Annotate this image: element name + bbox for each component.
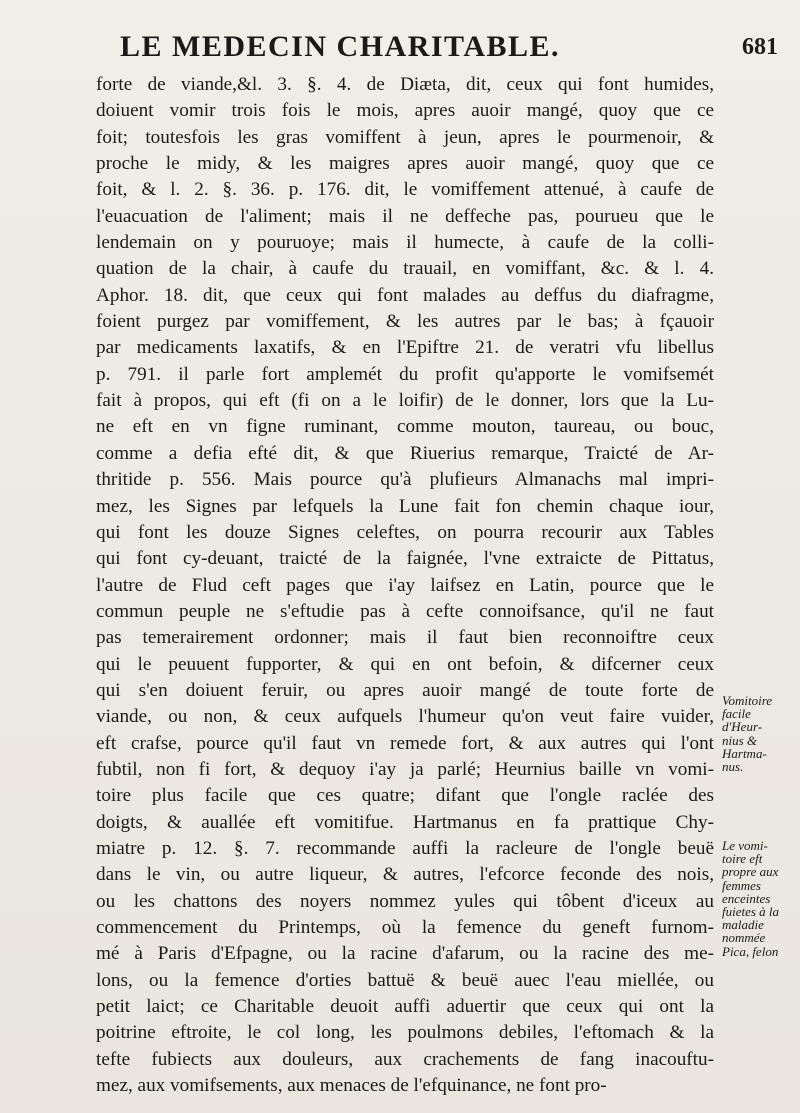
margin-note-line: fuietes à la — [722, 904, 780, 920]
text-line: qui font les douze Signes celeftes, on pourra recourir aux Tables — [96, 521, 714, 543]
text-line: commun peuple ne s'eftudie pas à cefte connoifsance, qu'il ne faut — [96, 600, 714, 622]
text-line: par medicaments laxatifs, & en l'Epiftre 21. de veratri vfu libellus — [96, 337, 714, 359]
text-line: l'autre de Flud ceft pages que i'ay laifsez en Latin, pource que le — [96, 574, 714, 596]
text-line: qui s'en doiuent feruir, ou apres auoir mangé de toute forte de — [96, 679, 714, 701]
text-line: miatre p. 12. §. 7. recommande auffi la racleure de l'ongle beuë — [96, 837, 714, 859]
running-title: LE MEDECIN CHARITABLE. — [120, 30, 561, 63]
text-line: mez, les Signes par lefquels la Lune fait fon chemin chaque iour, — [96, 495, 714, 517]
margin-note-line: Vomitoire — [722, 693, 773, 708]
text-line: foit; toutesfois les gras vomiffent à jeun, apres le pourmenoir, & — [96, 126, 714, 148]
margin-note-line: propre aux — [722, 864, 779, 880]
text-line: toire plus facile que ces quatre; difant que l'ongle raclée des — [96, 785, 714, 807]
margin-note-line: maladie — [722, 917, 764, 933]
margin-note-vomitoire-femmes — [722, 839, 779, 958]
margin-note-line: Pica, felon — [722, 943, 779, 959]
text-line: ou les chattons des noyers nommez yules qui tôbent d'iceux au — [96, 890, 714, 912]
margin-note-line: nommée — [722, 930, 766, 946]
text-line: pas temerairement ordonner; mais il faut bien reconnoiftre ceux — [96, 627, 714, 649]
text-line: doigts, & auallée eft vomitifue. Hartmanus en fa prattique Chy- — [96, 811, 714, 833]
text-line: fait à propos, qui eft (fi on a le loifir) de le donner, lors que la Lu- — [96, 390, 714, 412]
page-number: 681 — [742, 34, 778, 60]
text-line: eft crafse, pource qu'il faut vn remede fort, & aux autres qui l'ont — [96, 732, 714, 754]
margin-note-line: Le vomi- — [722, 838, 768, 853]
margin-note-line: nus. — [722, 759, 744, 775]
text-line: comme a defia efté dit, & que Riuerius remarque, Traicté de Ar- — [96, 442, 714, 464]
margin-note-line: femmes — [722, 877, 761, 893]
text-line: p. 791. il parle fort amplemét du profit qu'apporte le vomifsemét — [96, 363, 714, 385]
margin-note-line: enceintes — [722, 890, 771, 906]
margin-note-line: nius & — [722, 732, 758, 748]
text-line: dans le vin, ou autre liqueur, & autres, l'efcorce feconde des nois, — [96, 864, 714, 886]
margin-note-line: Hartma- — [722, 745, 767, 761]
text-line: mé à Paris d'Efpagne, ou la racine d'afarum, ou la racine des me- — [96, 943, 714, 965]
text-line: lendemain on y pouruoye; mais il humecte, à caufe de la colli- — [96, 232, 714, 254]
margin-note-line: toire eft — [722, 851, 763, 867]
margin-note-line: d'Heur- — [722, 719, 763, 735]
text-line: proche le midy, & les maigres apres auoir mangé, quoy que ce — [96, 153, 714, 175]
text-line: forte de viande,&l. 3. §. 4. de Diæta, dit, ceux qui font humides, — [96, 74, 714, 95]
text-line: foient purgez par vomiffement, & les autres par le bas; à fçauoir — [96, 311, 714, 333]
text-line: qui font cy-deuant, traicté de la faignée, l'vne extraicte de Pittatus, — [96, 548, 714, 570]
text-line: viande, ou non, & ceux aufquels l'humeur qu'on veut faire vuider, — [96, 706, 714, 728]
page-header — [120, 30, 778, 70]
margin-note-line: facile — [722, 706, 751, 722]
text-line: commencement du Printemps, où la femence du geneft furnom- — [96, 917, 714, 938]
text-line: fubtil, non fi fort, & dequoy i'ay ja parlé; Heurnius baille vn vomi- — [96, 758, 714, 780]
text-line: tefte fubiects aux douleurs, aux crachements de fang inacouftu- — [96, 1048, 714, 1070]
text-line: ne eft en vn figne ruminant, comme mouton, taureau, ou bouc, — [96, 416, 714, 438]
margin-note-vomitoire-facile — [722, 694, 772, 773]
text-line: poitrine eftroite, le col long, les poulmons debiles, l'eftomach & la — [96, 1022, 714, 1044]
body-text — [96, 72, 714, 1099]
text-line: lons, ou la femence d'orties battuë & beuë auec l'eau miellée, ou — [96, 969, 714, 991]
text-line: petit laict; ce Charitable deuoit auffi aduertir que ceux qui ont la — [96, 996, 714, 1018]
text-line: quation de la chair, à caufe du trauail, en vomiffant, &c. & l. 4. — [96, 258, 714, 280]
text-line: qui le peuuent fupporter, & qui en ont befoin, & difcerner ceux — [96, 653, 714, 675]
text-line: doiuent vomir trois fois le mois, apres auoir mangé, quoy que ce — [96, 100, 714, 122]
text-line: Aphor. 18. dit, que ceux qui font malades au deffus du diafragme, — [96, 284, 714, 306]
text-line: mez, aux vomifsements, aux menaces de l'efquinance, ne font pro- — [96, 1075, 607, 1097]
text-line: foit, & l. 2. §. 36. p. 176. dit, le vomiffement attenué, à caufe de — [96, 179, 714, 201]
text-line: thritide p. 556. Mais pource qu'à plufieurs Almanachs mal impri- — [96, 469, 714, 491]
text-line: l'euacuation de l'aliment; mais il ne deffeche pas, pourueu que le — [96, 205, 714, 227]
